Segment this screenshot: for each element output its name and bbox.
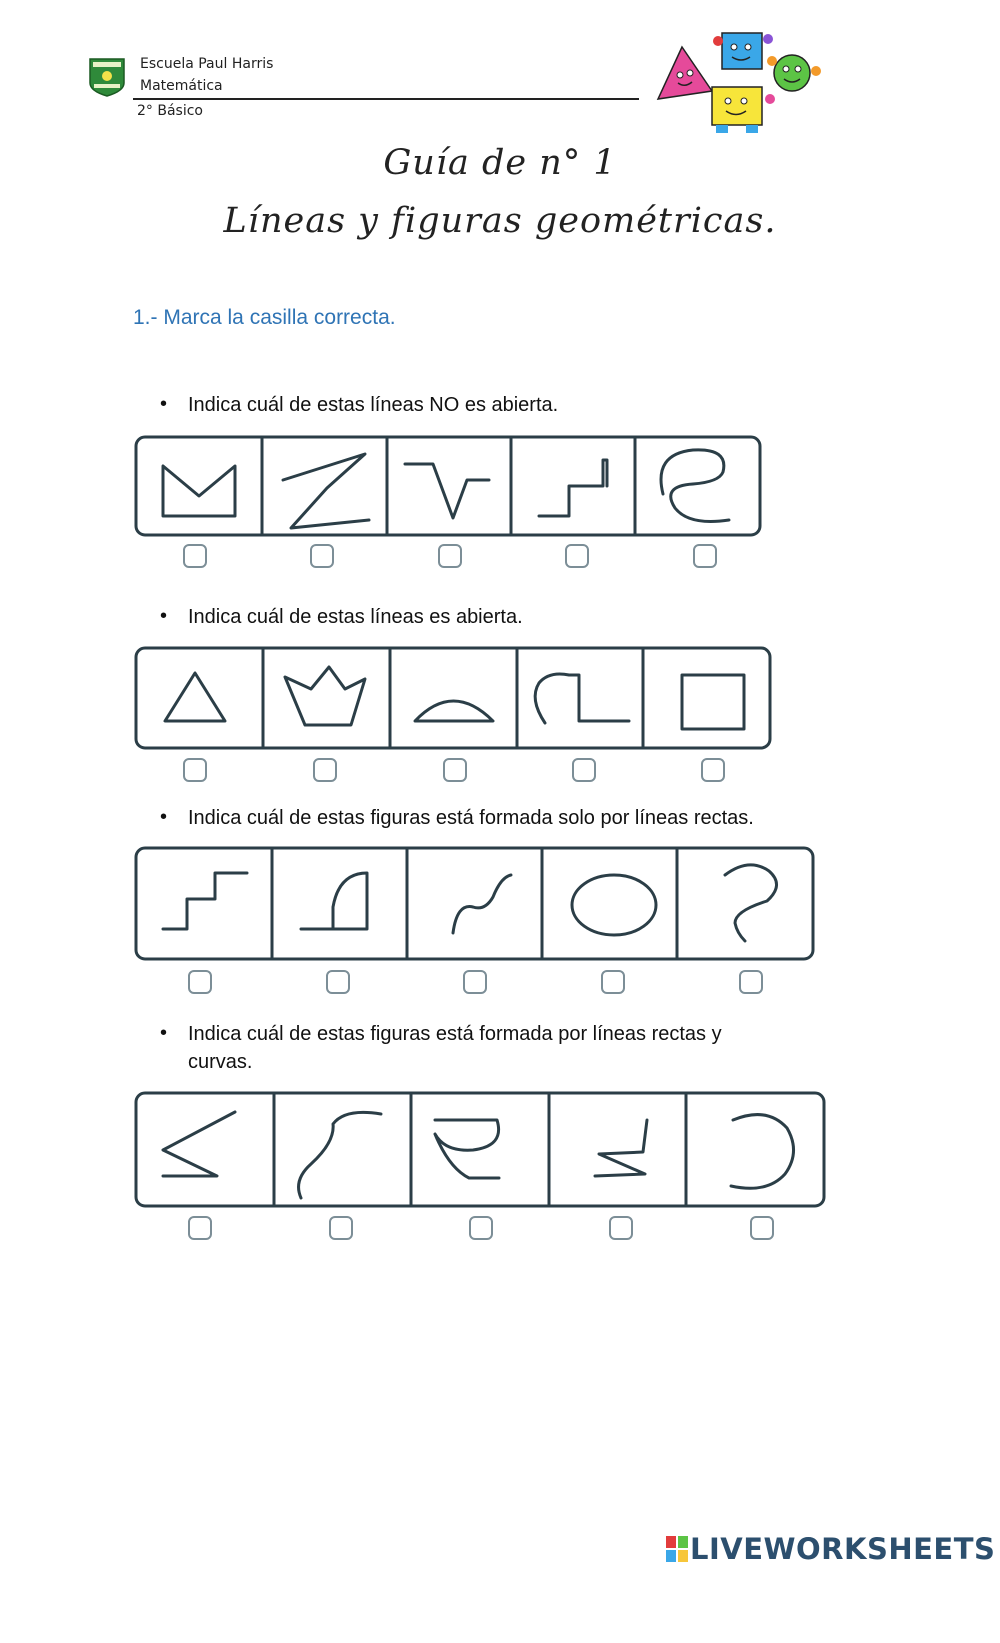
item-2-option-5-checkbox[interactable] (701, 758, 725, 782)
liveworksheets-mark-icon (666, 1536, 688, 1562)
item-1-option-5-checkbox[interactable] (693, 544, 717, 568)
item-2-option-4-checkbox[interactable] (572, 758, 596, 782)
item-1-prompt: Indica cuál de estas líneas NO es abierta. (188, 394, 559, 416)
worksheet-subtitle: Líneas y figuras geométricas. (223, 201, 777, 241)
item-1-option-4-checkbox[interactable] (565, 544, 589, 568)
item-1-option-1-checkbox[interactable] (183, 544, 207, 568)
item-3-prompt: Indica cuál de estas figuras está formada solo por líneas rectas. (188, 807, 754, 829)
item-2-option-1-checkbox[interactable] (183, 758, 207, 782)
item-1-option-2-checkbox[interactable] (310, 544, 334, 568)
item-3-option-4-checkbox[interactable] (601, 970, 625, 994)
question-instruction: 1.- Marca la casilla correcta. (133, 306, 396, 329)
item-4-option-2-checkbox[interactable] (329, 1216, 353, 1240)
item-1-figure-strip (133, 434, 765, 540)
item-4-prompt (188, 1020, 788, 1076)
item-4-option-3-checkbox[interactable] (469, 1216, 493, 1240)
item-2-figure-strip (133, 645, 775, 752)
item-4-option-5-checkbox[interactable] (750, 1216, 774, 1240)
liveworksheets-logo (666, 1532, 995, 1566)
shapes-mascot-illustration (650, 27, 825, 137)
item-3-option-1-checkbox[interactable] (188, 970, 212, 994)
liveworksheets-brand[interactable]: LIVEWORKSHEETS (690, 1532, 996, 1566)
item-2-prompt: Indica cuál de estas líneas es abierta. (188, 606, 523, 628)
item-3-option-3-checkbox[interactable] (463, 970, 487, 994)
item-4-prompt-text: Indica cuál de estas figuras está formada por líneas rectas y curvas. (188, 1023, 722, 1073)
bullet-icon: • (160, 393, 168, 415)
item-1-option-3-checkbox[interactable] (438, 544, 462, 568)
school-name: Escuela Paul Harris (140, 56, 274, 72)
bullet-icon: • (160, 605, 168, 627)
worksheet-title: Guía de n° 1 (383, 143, 617, 183)
header-divider (133, 98, 639, 100)
school-logo (88, 57, 126, 97)
item-3-option-5-checkbox[interactable] (739, 970, 763, 994)
bullet-icon: • (160, 1022, 168, 1044)
item-4-option-4-checkbox[interactable] (609, 1216, 633, 1240)
subject-name: Matemática (140, 78, 223, 94)
bullet-icon: • (160, 806, 168, 828)
item-2-option-2-checkbox[interactable] (313, 758, 337, 782)
grade-label: 2° Básico (137, 103, 203, 119)
item-3-figure-strip (133, 845, 818, 963)
item-4-option-1-checkbox[interactable] (188, 1216, 212, 1240)
item-3-option-2-checkbox[interactable] (326, 970, 350, 994)
item-2-option-3-checkbox[interactable] (443, 758, 467, 782)
item-4-figure-strip (133, 1090, 829, 1210)
